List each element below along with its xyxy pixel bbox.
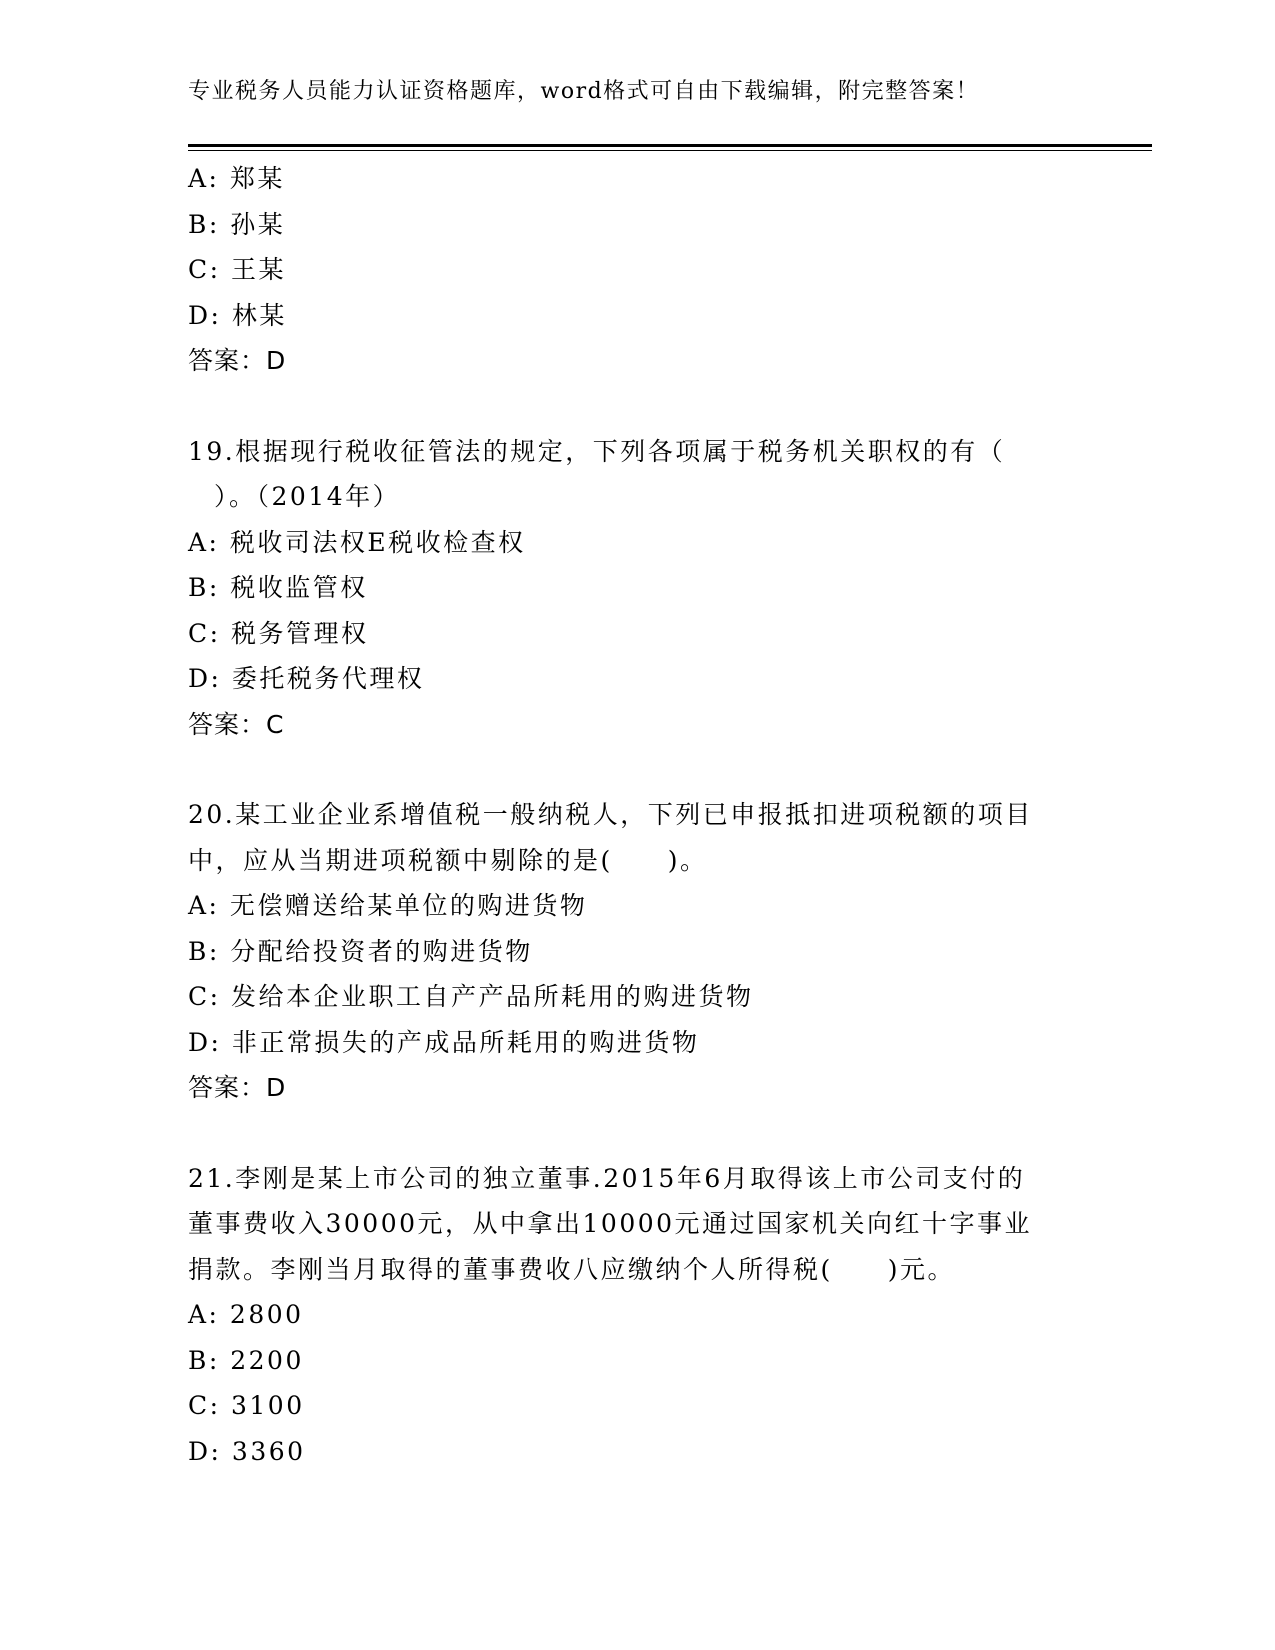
option-b: B: 2200 — [188, 1345, 304, 1375]
answer: 答案：D — [188, 346, 287, 375]
question-stem-continued: ）。（2014年） — [214, 482, 401, 511]
question-stem: 21.李刚是某上市公司的独立董事.2015年6月取得该上市公司支付的 — [188, 1163, 1026, 1193]
question-stem: 19.根据现行税收征管法的规定，下列各项属于税务机关职权的有（ — [188, 436, 1006, 466]
header-rule-thin — [188, 150, 1152, 151]
option-b: B: 孙某 — [188, 209, 286, 239]
question-stem-continued: 捐款。李刚当月取得的董事费收八应缴纳个人所得税( )元。 — [188, 1254, 956, 1284]
question-stem-continued: 中，应从当期进项税额中剔除的是( )。 — [188, 845, 708, 875]
option-a: A: 税收司法权E税收检查权 — [188, 527, 526, 557]
option-b: B: 分配给投资者的购进货物 — [188, 936, 533, 966]
option-c: C: 3100 — [188, 1391, 305, 1420]
option-c: C: 税务管理权 — [188, 618, 369, 648]
option-a: A: 2800 — [188, 1300, 304, 1329]
option-a: A: 无偿赠送给某单位的购进货物 — [188, 891, 588, 920]
option-b: B: 税收监管权 — [188, 573, 368, 602]
option-c: C: 王某 — [188, 255, 286, 284]
answer: 答案：C — [188, 709, 285, 739]
option-d: D: 3360 — [188, 1436, 306, 1466]
option-d: D: 林某 — [188, 300, 287, 330]
option-c: C: 发给本企业职工自产产品所耗用的购进货物 — [188, 982, 754, 1011]
header-rule-thick — [188, 144, 1152, 147]
question-21 — [188, 1156, 1088, 1475]
question-stem: 20.某工业企业系增值税一般纳税人，下列已申报抵扣进项税额的项目 — [188, 800, 1033, 829]
page-header: 专业税务人员能力认证资格题库，word格式可自由下载编辑，附完整答案！ — [188, 79, 980, 104]
option-a: A: 郑某 — [188, 164, 285, 193]
question-stem-continued: 董事费收入30000元，从中拿出10000元通过国家机关向红十字事业 — [188, 1209, 1033, 1238]
answer: 答案：D — [188, 1073, 287, 1102]
question-20 — [188, 792, 1088, 1111]
option-d: D: 委托税务代理权 — [188, 664, 425, 693]
option-d: D: 非正常损失的产成品所耗用的购进货物 — [188, 1027, 700, 1057]
question-19 — [188, 429, 1088, 748]
question-18 — [188, 156, 1088, 384]
document-body — [188, 156, 1088, 1474]
